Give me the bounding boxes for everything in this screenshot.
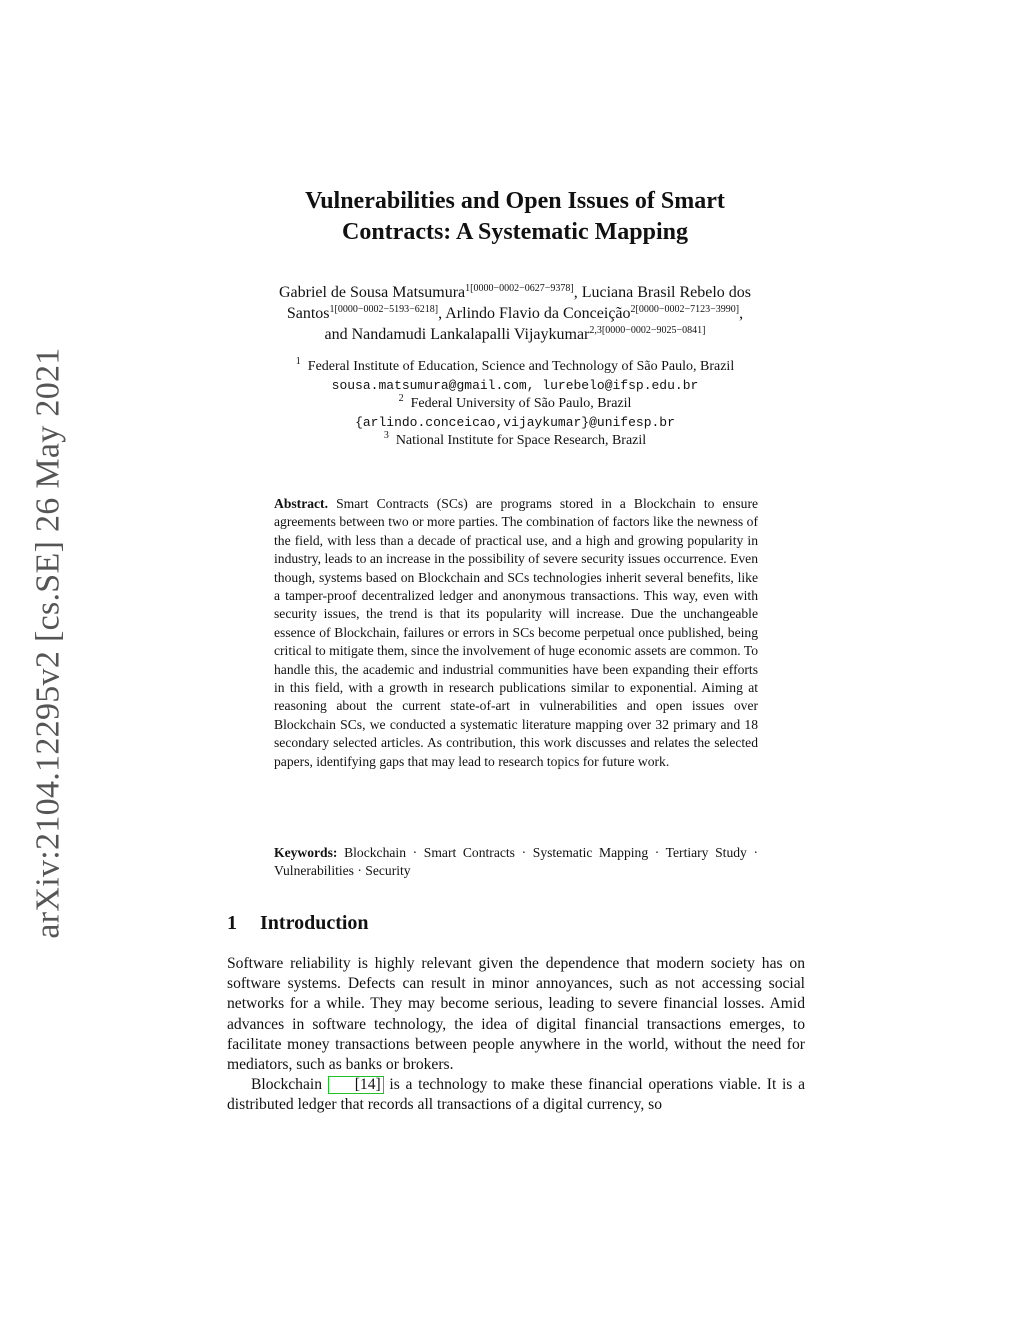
paragraph-text: Blockchain — [251, 1076, 328, 1094]
abstract-text: Smart Contracts (SCs) are programs stored in a Blockchain to ensure agreements between two or more parties. The combination of factors like the newness of the field, with less than a decade of practical use, and a high and growing popularity in industry, leads to an increase in the possibility of severe security issues occurrence. Even though, systems based on Blockchain and SCs technologies inherit several benefits, like a tamper-proof decentralized ledger and anonymous transactions. This way, even with security issues, the trend is that its popularity will increase. Due the unchangeable essence of Blockchain, failures or errors in SCs become perpetual once published, being critical to mitigate them, since the involvement of huge economic assets are common. To handle this, the academic and industrial communities have been expanding their efforts in this field, with a growth in research publications similar to exponential. Aiming at reasoning about the current state-of-art in vulnerabilities and open issues over Blockchain SCs, we conducted a systematic literature mapping over 32 primary and 18 secondary selected articles. As contribution, this work discusses and relates the selected papers, identifying gaps that may lead to research topics for future work. — [274, 496, 759, 769]
keywords — [274, 844, 758, 881]
keywords-text: Blockchain · Smart Contracts · Systematic Mapping · Tertiary Study · Vulnerabilities · Security — [274, 845, 758, 879]
affiliation-3 — [220, 432, 810, 451]
paragraph-text: is a technology to make these financial operations viable. It is a distributed ledger that records all transactions of a digital currency, so — [227, 1076, 805, 1114]
author-name: , Luciana Brasil Rebelo dos — [573, 284, 752, 301]
abstract — [274, 495, 758, 771]
arxiv-id[interactable]: arXiv:2104.12295v2 [cs.SE] 26 May 2021 — [30, 347, 68, 939]
author-line-3 — [220, 324, 810, 345]
affiliation-1-emails[interactable]: sousa.matsumura@gmail.com, lurebelo@ifsp.edu.br — [331, 377, 699, 393]
arxiv-identifier-stamp — [32, 348, 66, 938]
author-orcid: 1[0000−0002−0627−9378] — [465, 283, 574, 294]
affiliation-text: Federal Institute of Education, Science and Technology of São Paulo, Brazil — [307, 359, 735, 374]
affiliation-2-emails[interactable]: {arlindo.conceicao,vijaykumar}@unifesp.br — [355, 414, 675, 430]
author-line-1 — [220, 282, 810, 303]
author-line-2 — [220, 303, 810, 324]
affiliation-number: 3 — [383, 430, 389, 441]
author-orcid: 2,3[0000−0002−9025−0841] — [589, 325, 706, 336]
section-heading-introduction — [227, 910, 627, 936]
affiliation-number: 2 — [398, 393, 404, 404]
citation-link[interactable]: [14] — [328, 1076, 384, 1094]
author-name: , Arlindo Flavio da Conceição — [438, 305, 631, 322]
abstract-label: Abstract. — [274, 496, 328, 511]
title-line-2: Contracts: A Systematic Mapping — [342, 219, 688, 245]
affiliation-1 — [220, 358, 810, 377]
affiliation-number: 1 — [295, 356, 301, 367]
paper-title — [226, 186, 804, 248]
title-line-1: Vulnerabilities and Open Issues of Smart — [305, 188, 725, 214]
author-name: Gabriel de Sousa Matsumura — [278, 284, 466, 301]
affiliation-text: National Institute for Space Research, Brazil — [395, 433, 647, 448]
section-number: 1 — [227, 912, 237, 934]
author-orcid: 2[0000−0002−7123−3990] — [630, 304, 740, 315]
paragraph: Software reliability is highly relevant given the dependence that modern society has on software systems. Defects can result in minor annoyances, such as not accessing social networks for a while. They may become serious, leading to severe financial losses. Amid advances in software technology, the idea of digital financial transactions emerges, to facilitate money transactions between people anywhere in the world, without the need for mediators, such as banks or brokers. — [227, 955, 805, 1074]
author-list — [220, 282, 810, 345]
keywords-label: Keywords: — [274, 845, 338, 860]
paragraph — [227, 1075, 805, 1115]
affiliation-2 — [220, 395, 810, 414]
body-text — [227, 954, 805, 1116]
author-name: and Nandamudi Lankalapalli Vijaykumar — [324, 326, 590, 343]
author-orcid: 1[0000−0002−5193−6218] — [329, 304, 439, 315]
author-name: Santos — [286, 305, 330, 322]
affiliation-text: Federal University of São Paulo, Brazil — [410, 396, 632, 411]
affiliations — [220, 358, 810, 451]
author-separator: , — [739, 305, 744, 322]
section-title: Introduction — [260, 912, 369, 934]
